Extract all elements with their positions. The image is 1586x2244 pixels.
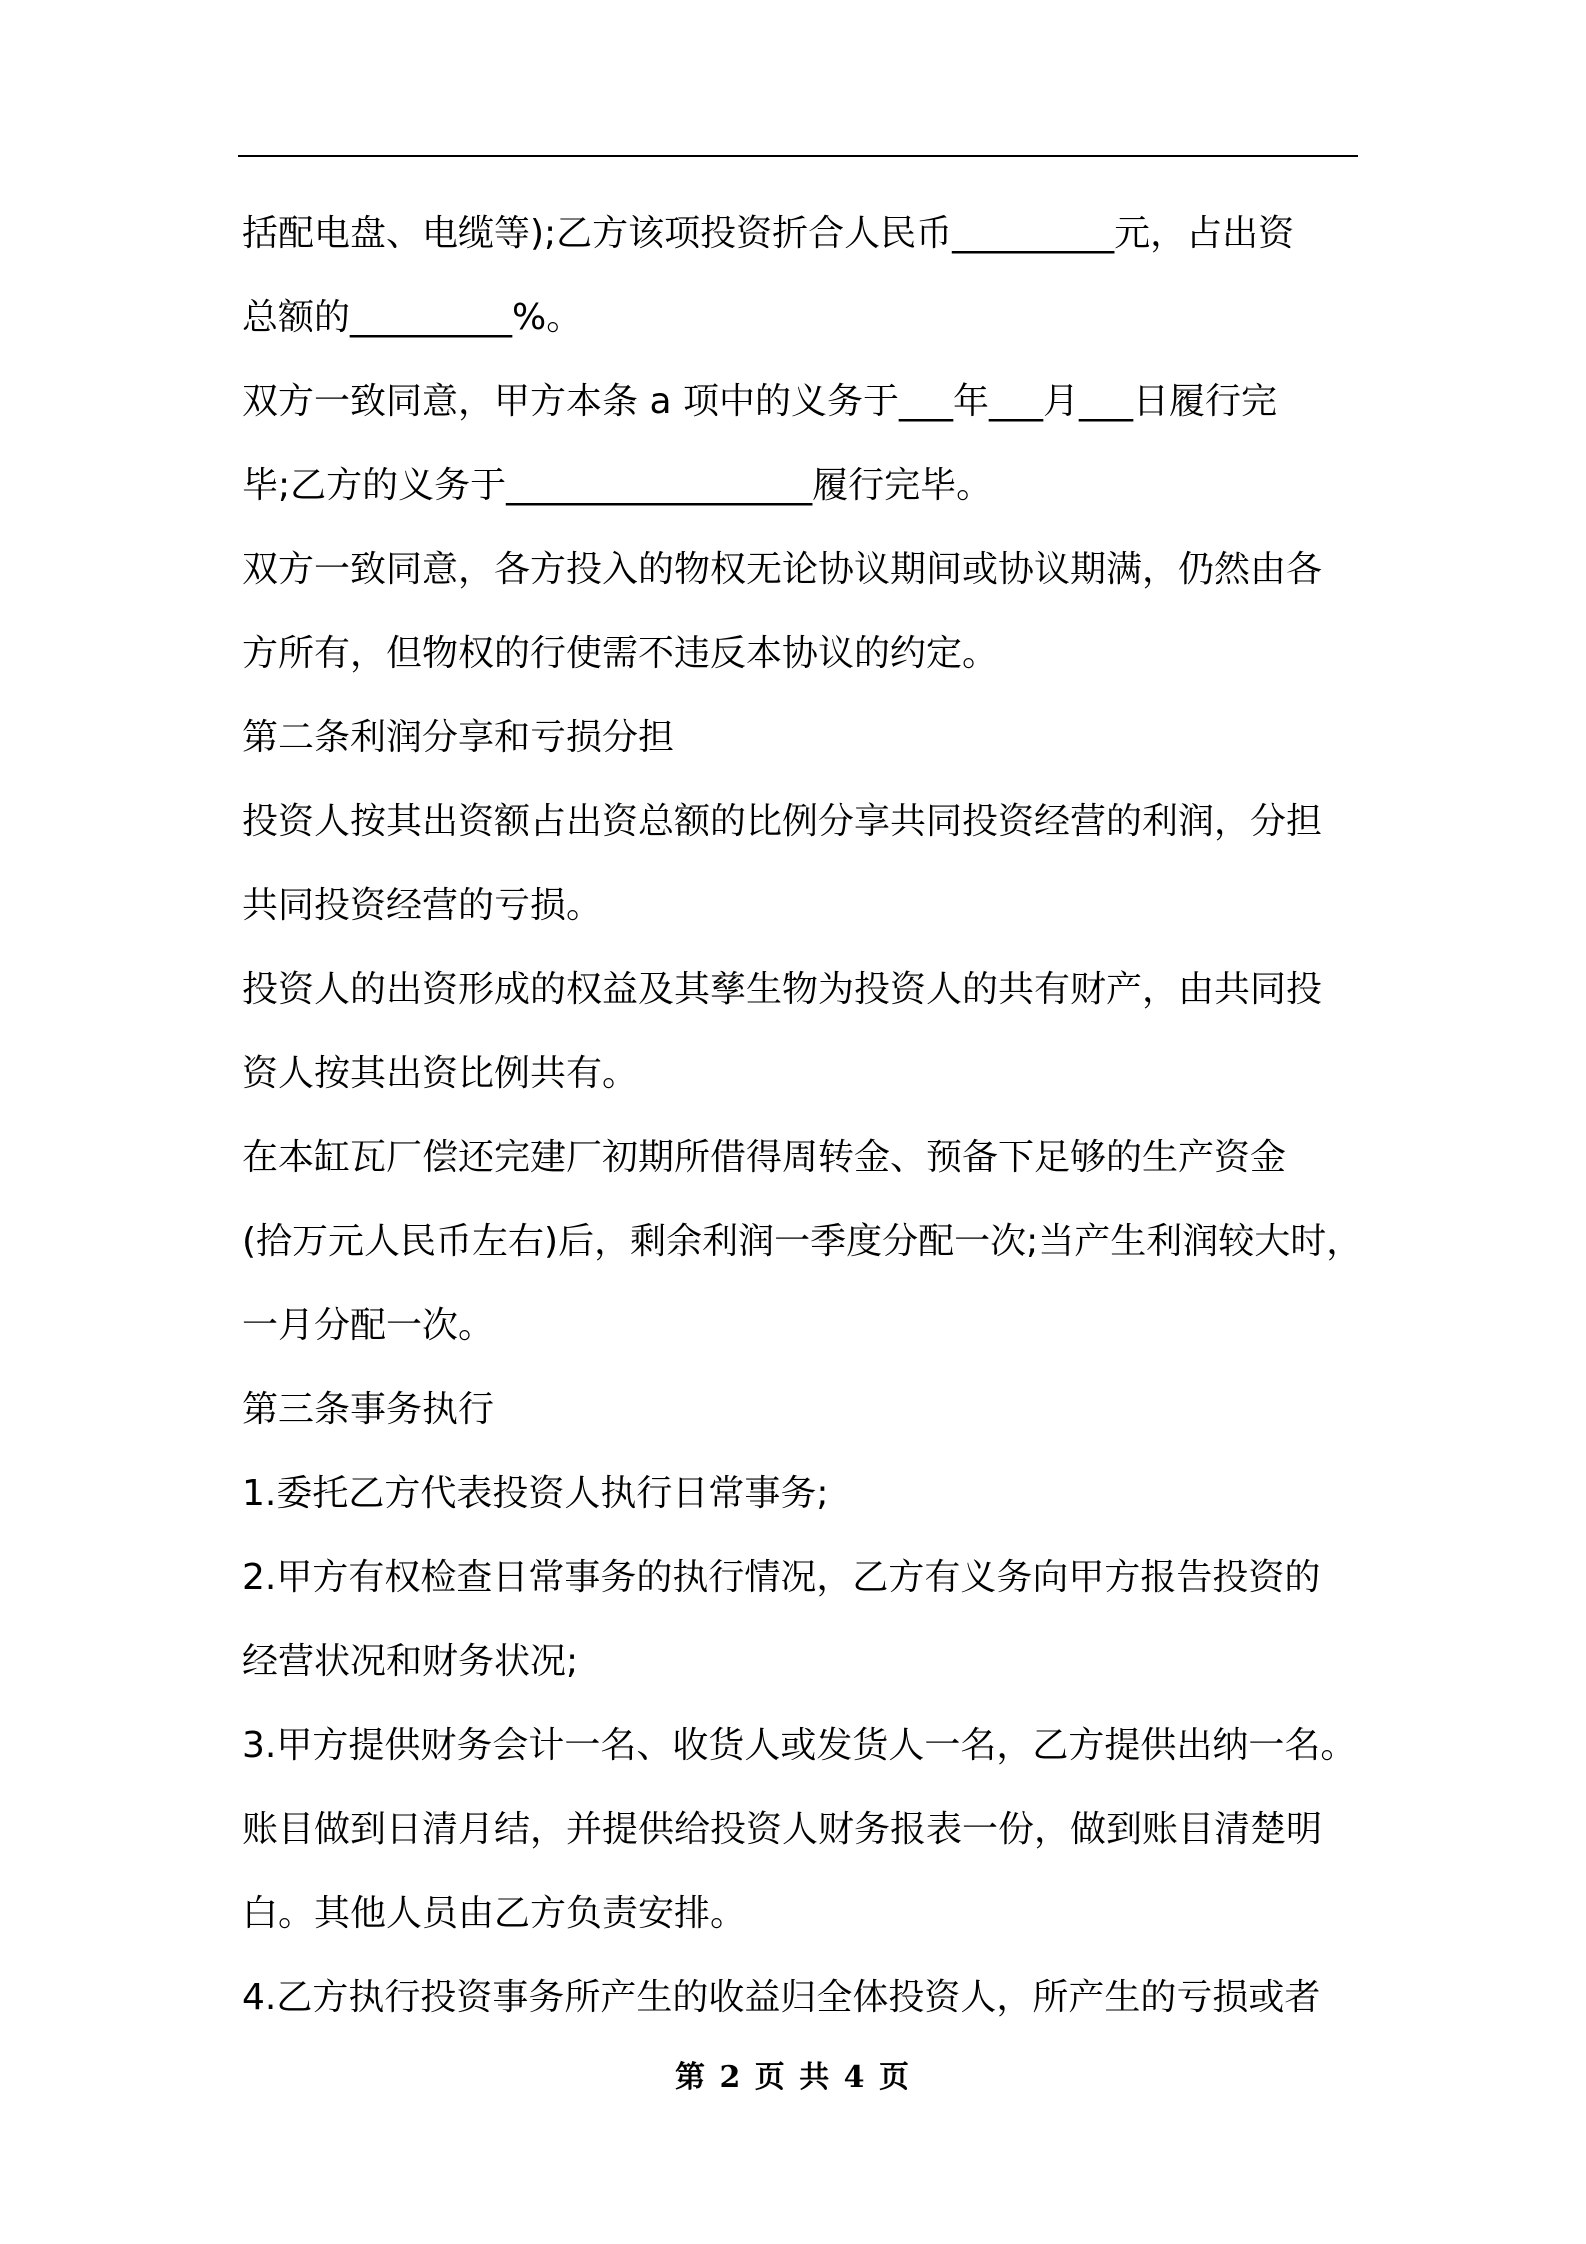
text-line: (拾万元人民币左右)后，剩余利润一季度分配一次;当产生利润较大时， xyxy=(242,1221,1363,1262)
section-heading: 第三条事务执行 xyxy=(242,1389,495,1430)
list-item: 4.乙方执行投资事务所产生的收益归全体投资人，所产生的亏损或者 xyxy=(242,1977,1321,2018)
text-line: 双方一致同意，各方投入的物权无论协议期间或协议期满，仍然由各 xyxy=(242,549,1323,590)
header-divider xyxy=(238,155,1358,157)
text-line: 一月分配一次。 xyxy=(242,1305,495,1346)
list-item: 3.甲方提供财务会计一名、收货人或发货人一名，乙方提供出纳一名。 xyxy=(242,1725,1357,1766)
text-line: 括配电盘、电缆等);乙方该项投资折合人民币_________元，占出资 xyxy=(242,213,1295,254)
text-line: 在本缸瓦厂偿还完建厂初期所借得周转金、预备下足够的生产资金 xyxy=(242,1137,1287,1178)
text-line: 总额的_________%。 xyxy=(242,297,583,338)
text-line: 方所有，但物权的行使需不违反本协议的约定。 xyxy=(242,633,999,674)
text-line: 投资人按其出资额占出资总额的比例分享共同投资经营的利润，分担 xyxy=(242,801,1323,842)
list-item: 1.委托乙方代表投资人执行日常事务; xyxy=(242,1473,829,1514)
list-item: 2.甲方有权检查日常事务的执行情况，乙方有义务向甲方报告投资的 xyxy=(242,1557,1321,1598)
text-line: 白。其他人员由乙方负责安排。 xyxy=(242,1893,747,1934)
text-line: 共同投资经营的亏损。 xyxy=(242,885,603,926)
text-line: 毕;乙方的义务于_________________履行完毕。 xyxy=(242,465,993,506)
section-heading: 第二条利润分享和亏损分担 xyxy=(242,717,675,758)
text-line: 投资人的出资形成的权益及其孳生物为投资人的共有财产，由共同投 xyxy=(242,969,1323,1010)
text-line: 经营状况和财务状况; xyxy=(242,1641,579,1682)
text-line: 双方一致同意，甲方本条 a 项中的义务于___年___月___日履行完 xyxy=(242,381,1277,422)
text-line: 资人按其出资比例共有。 xyxy=(242,1053,639,1094)
text-line: 账目做到日清月结，并提供给投资人财务报表一份，做到账目清楚明 xyxy=(242,1809,1323,1850)
document-body xyxy=(242,192,1362,2040)
page-number-footer: 第 2 页 共 4 页 xyxy=(675,2060,911,2095)
